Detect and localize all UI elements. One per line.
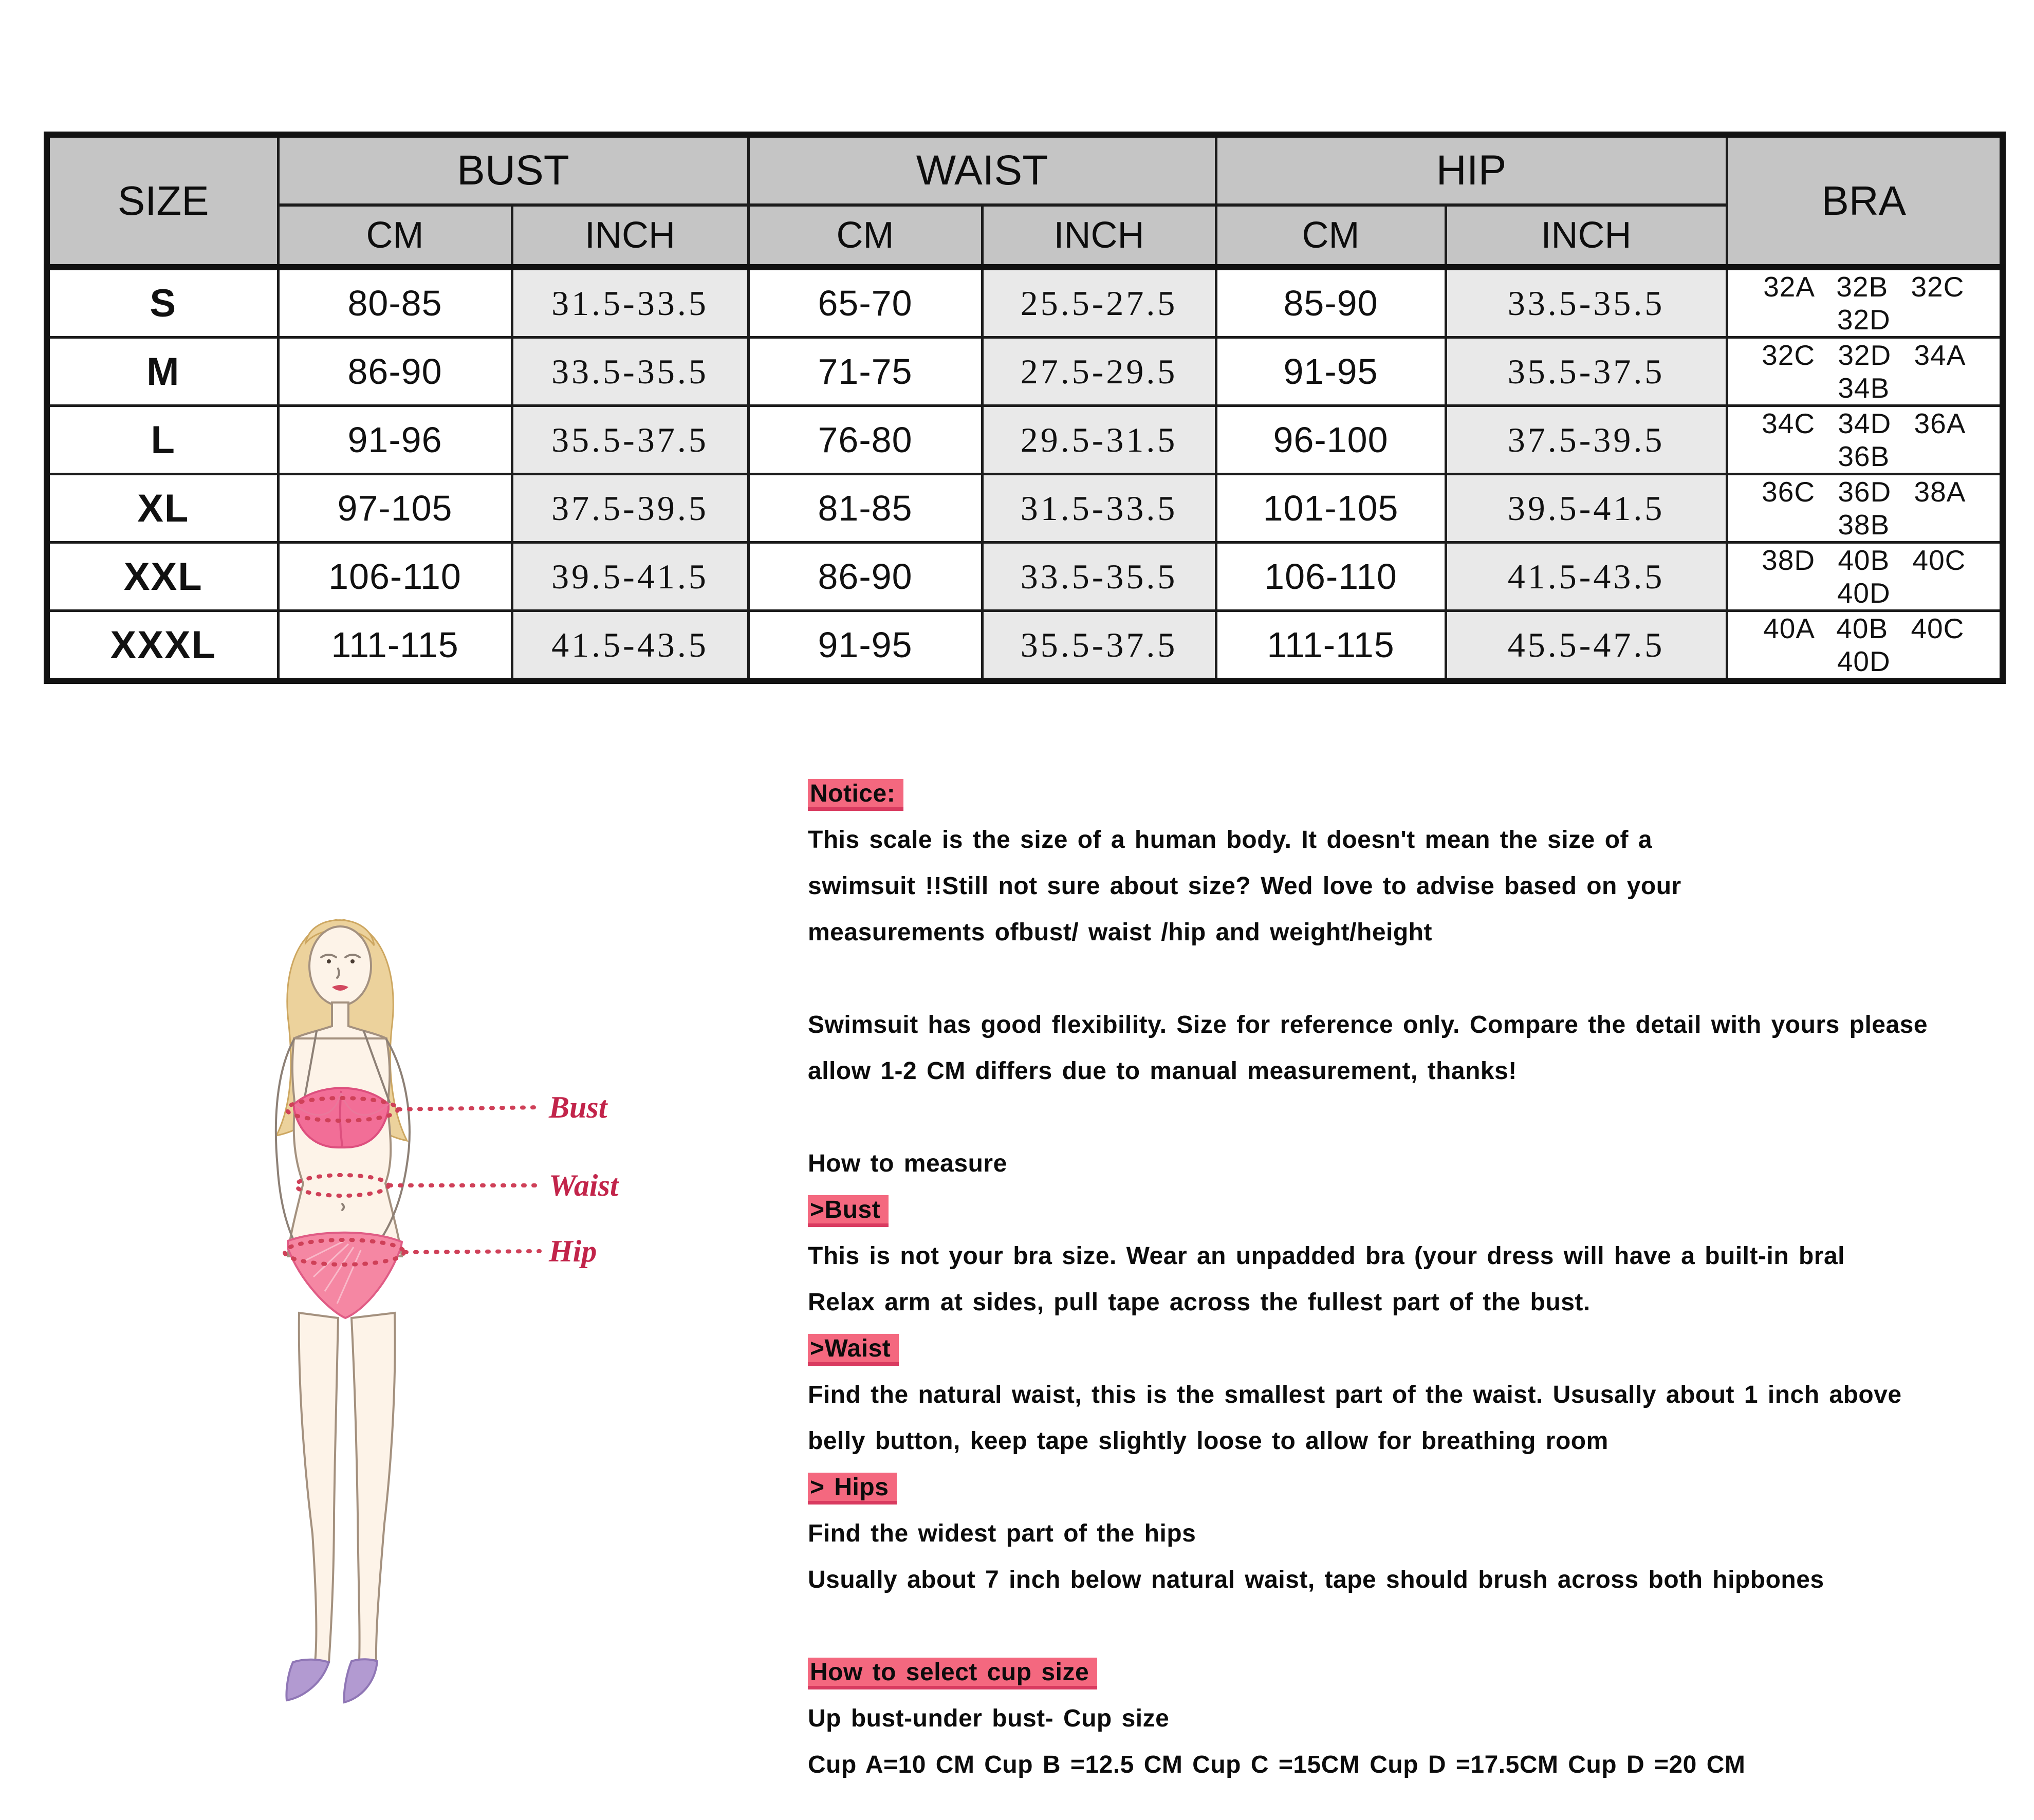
left-shoe: [287, 1660, 329, 1700]
bust-inch-header: INCH: [512, 205, 748, 267]
bust-header: BUST: [278, 135, 748, 205]
waist-header: WAIST: [748, 135, 1216, 205]
bra-header: BRA: [1727, 135, 2003, 267]
hip-cm-cell: 111-115: [1216, 611, 1446, 681]
bust-cm-header: CM: [278, 205, 512, 267]
hip-header: HIP: [1216, 135, 1727, 205]
hip-inch-cell: 37.5-39.5: [1446, 406, 1727, 474]
right-shoe: [344, 1659, 377, 1702]
waist-inch-cell: 29.5-31.5: [982, 406, 1216, 474]
bust-cm-cell: 97-105: [278, 474, 512, 543]
hip-cm-cell: 91-95: [1216, 338, 1446, 406]
spacer: [808, 1094, 2026, 1141]
waist-cm-cell: 71-75: [748, 338, 982, 406]
hip-cm-header: CM: [1216, 205, 1446, 267]
bust-section-heading: [808, 1187, 2026, 1233]
table-row-xl: [47, 474, 2003, 543]
notice-line: This scale is the size of a human body. It doesn't mean the size of a: [808, 826, 1653, 853]
spacer: [808, 956, 2026, 1002]
cup-size-line: Up bust-under bust- Cup size: [808, 1705, 1170, 1732]
table-header-group-row: [47, 135, 2003, 205]
waist-highlight: >Waist: [808, 1334, 899, 1366]
bust-cm-cell: 86-90: [278, 338, 512, 406]
waist-inch-cell: 27.5-29.5: [982, 338, 1216, 406]
size-cell: XXXL: [47, 611, 278, 681]
bikini-bottom: [288, 1233, 402, 1318]
bust-section-line: This is not your bra size. Wear an unpadded bra (your dress will have a built-in bral: [808, 1242, 1845, 1270]
waist-inch-cell: 31.5-33.5: [982, 474, 1216, 543]
measurement-figure: [216, 902, 730, 1755]
head: [309, 926, 371, 1006]
waist-inch-cell: 25.5-27.5: [982, 267, 1216, 338]
table-row-m: [47, 338, 2003, 406]
hip-inch-cell: 33.5-35.5: [1446, 267, 1727, 338]
bra-cell: 40A 40B 40C 40D: [1727, 611, 2003, 681]
table-row-s: [47, 267, 2003, 338]
bra-cell: 36C 36D 38A 38B: [1727, 474, 2003, 543]
waist-inch-cell: 35.5-37.5: [982, 611, 1216, 681]
notice-highlight: Notice:: [808, 779, 903, 811]
bust-inch-cell: 33.5-35.5: [512, 338, 748, 406]
hip-label: Hip: [549, 1234, 597, 1268]
size-cell: S: [47, 267, 278, 338]
size-cell: M: [47, 338, 278, 406]
waist-section-line: Find the natural waist, this is the smallest part of the waist. Ususally about 1 inch above: [808, 1381, 1902, 1408]
cup-size-highlight: How to select cup size: [808, 1658, 1097, 1689]
notice-heading: [808, 771, 2026, 817]
hips-section-line: Find the widest part of the hips: [808, 1520, 1196, 1547]
bra-cell: 34C 34D 36A 36B: [1727, 406, 2003, 474]
waist-section-line: belly button, keep tape slightly loose to allow for breathing room: [808, 1427, 1608, 1455]
hips-section-line: Usually about 7 inch below natural waist, tape should brush across both hipbones: [808, 1566, 1824, 1593]
size-chart-table: [44, 132, 2006, 684]
hip-cm-cell: 85-90: [1216, 267, 1446, 338]
size-cell: L: [47, 406, 278, 474]
cup-size-heading: [808, 1649, 2026, 1696]
bust-inch-cell: 37.5-39.5: [512, 474, 748, 543]
table-row-l: [47, 406, 2003, 474]
table-row-xxxl: [47, 611, 2003, 681]
waist-inch-header: INCH: [982, 205, 1216, 267]
table-row-xxl: [47, 543, 2003, 611]
bra-cell: 32C 32D 34A 34B: [1727, 338, 2003, 406]
spacer: [808, 1603, 2026, 1649]
bust-cm-cell: 91-96: [278, 406, 512, 474]
hip-inch-cell: 35.5-37.5: [1446, 338, 1727, 406]
hip-inch-cell: 41.5-43.5: [1446, 543, 1727, 611]
hip-cm-cell: 96-100: [1216, 406, 1446, 474]
hip-leader-line: [405, 1251, 540, 1252]
left-leg: [299, 1313, 338, 1662]
bust-highlight: >Bust: [808, 1195, 889, 1227]
hips-section-heading: [808, 1464, 2026, 1511]
waist-cm-cell: 91-95: [748, 611, 982, 681]
size-cell: XXL: [47, 543, 278, 611]
bust-inch-cell: 31.5-33.5: [512, 267, 748, 338]
flexibility-note-line: allow 1-2 CM differs due to manual measurement, thanks!: [808, 1057, 1517, 1085]
hips-highlight: > Hips: [808, 1473, 897, 1505]
bra-cell: 32A 32B 32C 32D: [1727, 267, 2003, 338]
bust-inch-cell: 39.5-41.5: [512, 543, 748, 611]
waist-section-heading: [808, 1326, 2026, 1372]
bra-cell: 38D 40B 40C 40D: [1727, 543, 2003, 611]
bust-inch-cell: 35.5-37.5: [512, 406, 748, 474]
waist-inch-cell: 33.5-35.5: [982, 543, 1216, 611]
hip-inch-cell: 39.5-41.5: [1446, 474, 1727, 543]
bust-cm-cell: 111-115: [278, 611, 512, 681]
size-header: SIZE: [47, 135, 278, 267]
waist-cm-cell: 81-85: [748, 474, 982, 543]
right-leg: [352, 1313, 395, 1660]
waist-cm-cell: 76-80: [748, 406, 982, 474]
waist-cm-cell: 65-70: [748, 267, 982, 338]
bust-label: Bust: [549, 1090, 607, 1124]
hip-cm-cell: 106-110: [1216, 543, 1446, 611]
flexibility-note-line: Swimsuit has good flexibility. Size for reference only. Compare the detail with yours please: [808, 1011, 1928, 1038]
how-to-measure-title: How to measure: [808, 1150, 1007, 1177]
size-cell: XL: [47, 474, 278, 543]
bust-leader-line: [399, 1107, 540, 1109]
figure-illustration: [216, 902, 730, 1755]
bust-cm-cell: 106-110: [278, 543, 512, 611]
table-header-unit-row: [47, 205, 2003, 267]
bust-inch-cell: 41.5-43.5: [512, 611, 748, 681]
hip-cm-cell: 101-105: [1216, 474, 1446, 543]
bust-section-line: Relax arm at sides, pull tape across the fullest part of the bust.: [808, 1289, 1591, 1316]
waist-label: Waist: [549, 1168, 619, 1202]
waist-cm-cell: 86-90: [748, 543, 982, 611]
notice-line: swimsuit !!Still not sure about size? Wed love to advise based on your: [808, 872, 1681, 900]
bust-cm-cell: 80-85: [278, 267, 512, 338]
sizing-notes: [808, 771, 2026, 1788]
hip-inch-header: INCH: [1446, 205, 1727, 267]
cup-size-line: Cup A=10 CM Cup B =12.5 CM Cup C =15CM Cup D =17.5CM Cup D =20 CM: [808, 1751, 1746, 1778]
hip-inch-cell: 45.5-47.5: [1446, 611, 1727, 681]
waist-cm-header: CM: [748, 205, 982, 267]
notice-line: measurements ofbust/ waist /hip and weight/height: [808, 919, 1432, 946]
